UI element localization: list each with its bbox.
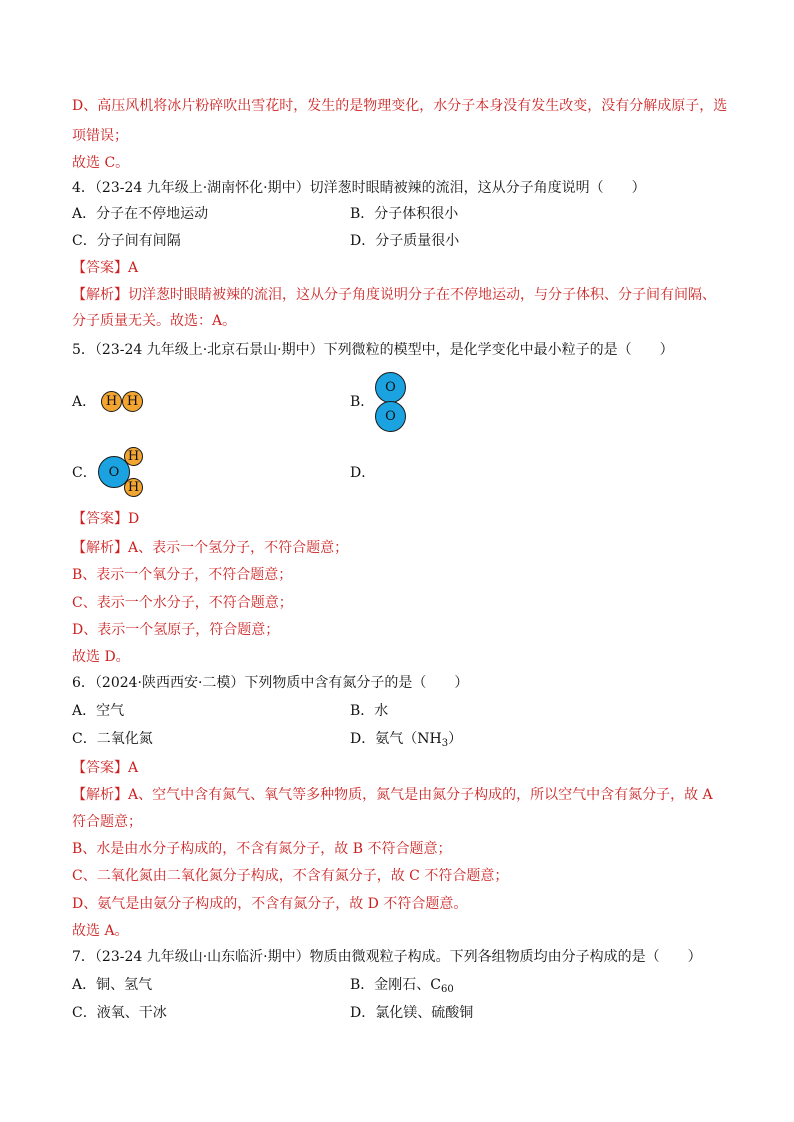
q6-option-c: C．二氧化氮 xyxy=(72,731,153,747)
q5-analysis-line-1: 【解析】A、表示一个氢分子，不符合题意； xyxy=(72,540,349,556)
q6-analysis-line-3: B、水是由水分子构成的，不含有氮分子，故 B 不符合题意； xyxy=(72,841,452,857)
q4-analysis-line-2: 分子质量无关。故选：A。 xyxy=(72,313,237,329)
q4-option-a: A．分子在不停地运动 xyxy=(72,206,209,222)
q5-analysis-line-3: C、表示一个水分子，不符合题意； xyxy=(72,595,293,611)
hydrogen-atom: H xyxy=(124,478,143,497)
oxygen-atom: O xyxy=(98,456,130,488)
hydrogen-atom: H xyxy=(124,447,143,466)
q6-answer: 【答案】A xyxy=(72,760,139,776)
q6-stem: 6．（2024·陕西西安·二模）下列物质中含有氮分子的是（ ） xyxy=(72,675,469,691)
q5-option-c-label: C． xyxy=(72,465,97,481)
q4-answer: 【答案】A xyxy=(72,260,139,276)
hydrogen-atom: H xyxy=(122,391,143,412)
q7-option-a: A．铜、氢气 xyxy=(72,977,153,993)
q4-stem: 4．（23-24 九年级上·湖南怀化·期中）切洋葱时眼睛被辣的流泪，这从分子角度说明（ ） xyxy=(72,180,646,196)
q5-option-d-label: D． xyxy=(350,465,376,481)
q7-option-d: D．氯化镁、硫酸铜 xyxy=(350,1005,474,1021)
q4-option-d: D．分子质量很小 xyxy=(350,233,460,249)
q6-analysis-line-4: C、二氧化氮由二氧化氮分子构成，不含有氮分子，故 C 不符合题意； xyxy=(72,868,509,884)
q5-option-a-label: A． xyxy=(72,394,97,410)
q7-stem: 7．（23-24 九年级山·山东临沂·期中）物质由微观粒子构成。下列各组物质均由分子构成的是（ ） xyxy=(72,949,702,965)
hydrogen-atom: H xyxy=(101,391,122,412)
q5-analysis-line-2: B、表示一个氧分子，不符合题意； xyxy=(72,567,293,583)
q6-option-b: B．水 xyxy=(350,703,389,719)
q6-conclusion: 故选 A。 xyxy=(72,923,129,939)
q5-option-b-label: B． xyxy=(350,394,375,410)
q6-analysis-line-5: D、氨气是由氨分子构成的，不含有氮分子，故 D 不符合题意。 xyxy=(72,896,468,912)
q4-option-b: B．分子体积很小 xyxy=(350,206,459,222)
q6-analysis-line-1: 【解析】A、空气中含有氮气、氧气等多种物质，氮气是由氮分子构成的，所以空气中含有氮分子，故 A xyxy=(72,787,713,803)
prev-conclusion: 故选 C。 xyxy=(72,155,130,171)
q4-analysis-line-1: 【解析】切洋葱时眼睛被辣的流泪，这从分子角度说明分子在不停地运动，与分子体积、分子间有间隔、 xyxy=(72,287,716,303)
q5-conclusion: 故选 D。 xyxy=(72,649,130,665)
prev-analysis-line-2: 项错误； xyxy=(72,128,128,144)
q6-option-a: A．空气 xyxy=(72,703,125,719)
q5-stem: 5．（23-24 九年级上·北京石景山·期中）下列微粒的模型中，是化学变化中最小粒子的是（ ） xyxy=(72,342,674,358)
oxygen-atom: O xyxy=(375,372,406,403)
q5-answer: 【答案】D xyxy=(72,511,140,527)
q7-option-c: C．液氧、干冰 xyxy=(72,1005,167,1021)
q7-option-b: B．金刚石、$C_{60}$ xyxy=(350,977,454,995)
oxygen-atom: O xyxy=(375,401,406,432)
prev-analysis-line-1: D、高压风机将冰片粉碎吹出雪花时，发生的是物理变化，水分子本身没有发生改变，没有分解成原子，选 xyxy=(72,98,728,114)
q6-option-d: D．氨气$(NH_3)$ xyxy=(350,731,463,749)
q4-option-c: C．分子间有间隔 xyxy=(72,233,181,249)
q6-analysis-line-2: 符合题意； xyxy=(72,814,142,830)
q5-analysis-line-4: D、表示一个氢原子，符合题意； xyxy=(72,622,280,638)
